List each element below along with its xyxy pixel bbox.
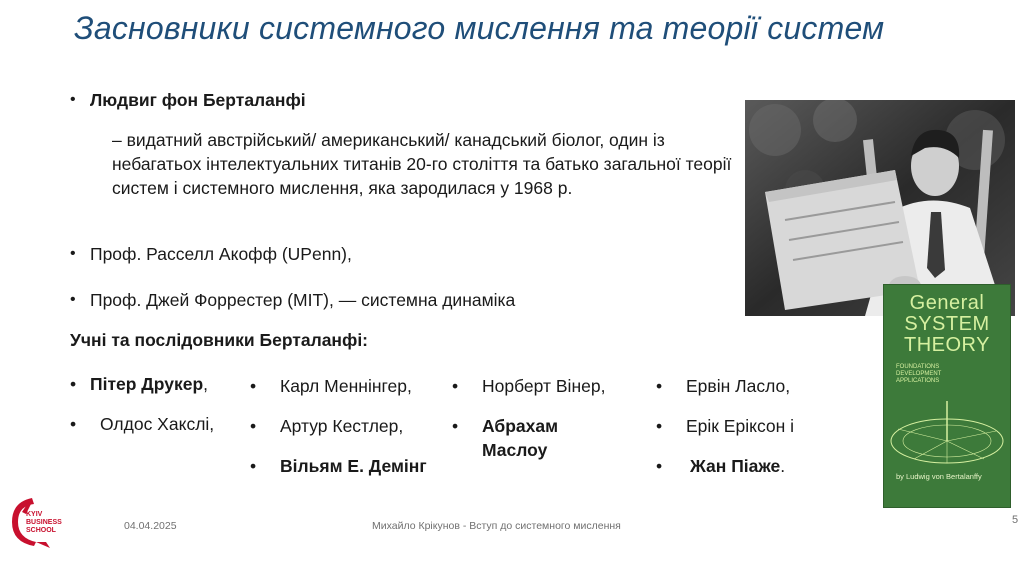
follower-koestler: Артур Кестлер, <box>280 416 404 436</box>
follower-menninger: Карл Меннінгер, <box>280 376 412 396</box>
bullet-forrester-text: Проф. Джей Форрестер (MIT), — системна динаміка <box>90 290 516 310</box>
followers-heading: Учні та послідовники Берталанфі: <box>70 330 369 350</box>
follower-item <box>452 374 605 414</box>
page-number: 5 <box>1012 514 1019 526</box>
follower-drucker: Пітер Друкер <box>90 374 204 394</box>
book-title-line-1: General <box>909 292 985 314</box>
general-system-theory-book-cover <box>884 285 1010 507</box>
follower-piaget: Жан Піаже <box>690 456 781 476</box>
follower-item <box>250 454 427 494</box>
follower-item <box>250 414 427 454</box>
follower-item <box>452 414 602 462</box>
follower-item <box>70 372 214 412</box>
follower-item <box>656 374 794 414</box>
book-subtitle: FOUNDATIONS DEVELOPMENT APPLICATIONS <box>896 364 942 384</box>
book-title-line-2: SYSTEM <box>904 313 990 335</box>
bullet-dot: • <box>250 416 257 436</box>
followers-column-1 <box>70 372 214 452</box>
bullet-ackoff <box>70 242 352 266</box>
bullet-dot: • <box>70 245 76 262</box>
follower-item <box>250 374 427 414</box>
bullet-dot: • <box>452 416 459 436</box>
follower-item <box>656 454 794 494</box>
bullet-dot: • <box>70 414 77 434</box>
bullet-dot: • <box>250 376 257 396</box>
followers-column-3 <box>452 374 605 462</box>
bullet-dot: • <box>656 416 663 436</box>
logo-mark <box>6 492 68 552</box>
follower-item <box>70 412 214 452</box>
followers-column-4 <box>656 374 794 494</box>
logo-text-1: KYIV <box>26 511 43 518</box>
bertalanffy-description: – видатний австрійський/ американський/ канадський біолог, один із небагатьох інтелектуальних титанів 20-го століття та батько загальної теорії систем і системного мислення, яка зародилася у 1968 р. <box>112 130 732 198</box>
slide-title: Засновники системного мислення та теорії систем <box>74 10 885 46</box>
bullet-dot: • <box>452 376 459 396</box>
follower-piaget-suffix: . <box>780 456 786 476</box>
bertalanffy-photo <box>745 100 1015 316</box>
book-sundial-icon <box>884 397 1010 477</box>
follower-deming: Вільям Е. Демінг <box>280 456 427 476</box>
follower-erikson: Ерік Еріксон і <box>686 416 795 436</box>
footer-date: 04.04.2025 <box>124 520 177 532</box>
book-author: by Ludwig von Bertalanffy <box>896 472 982 481</box>
follower-drucker-suffix: , <box>203 374 209 394</box>
photo-illustration <box>745 100 1015 316</box>
bullet-dot: • <box>250 456 257 476</box>
bullet-dot: • <box>70 374 77 394</box>
book-title-line-3: THEORY <box>904 334 990 356</box>
logo-text-3: SCHOOL <box>26 527 56 534</box>
footer-author: Михайло Крікунов - Вступ до системного мислення <box>372 520 621 532</box>
bullet-dot: • <box>70 291 76 308</box>
bullet-forrester <box>70 288 515 312</box>
logo-text-2: BUSINESS <box>26 519 62 526</box>
bullet-dot: • <box>656 456 663 476</box>
follower-wiener: Норберт Вінер, <box>482 376 606 396</box>
follower-maslow: Абрахам Маслоу <box>482 416 559 460</box>
bullet-bertalanffy <box>70 88 306 112</box>
bullet-dot: • <box>656 376 663 396</box>
follower-laszlo: Ервін Ласло, <box>686 376 791 396</box>
bullet-bertalanffy-text: Людвиг фон Берталанфі <box>90 90 306 110</box>
follower-item <box>656 414 794 454</box>
follower-huxley: Олдос Хакслі, <box>100 414 215 434</box>
followers-column-2 <box>250 374 427 494</box>
bullet-ackoff-text: Проф. Расселл Акофф (UPenn), <box>90 244 352 264</box>
bullet-dot: • <box>70 91 76 108</box>
kyiv-business-school-logo <box>6 492 68 552</box>
